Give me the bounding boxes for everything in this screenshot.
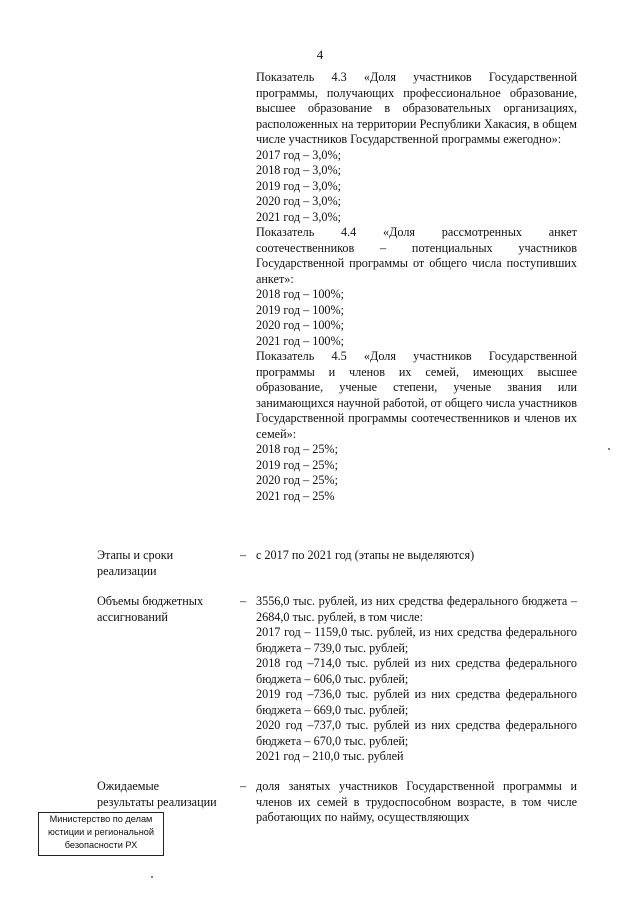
indicator-year-line: 2019 год – 25%; (256, 457, 338, 472)
indicator-4-4-text: Показатель 4.4 «Доля рассмотренных анкет соотечественников – потенциальных участников Государственной программы от общего числа поступивших анкет»: (256, 225, 577, 286)
ministry-stamp (38, 812, 164, 856)
stamp-line: юстиции и региональной (47, 827, 155, 837)
indicator-year-line: 2018 год – 100%; (256, 287, 345, 301)
indicators-block (256, 70, 577, 504)
indicator-year-line: 2019 год – 3,0%; (256, 178, 342, 193)
indicator-year-line: 2021 год – 3,0%; (256, 209, 342, 224)
indicator-year-line: 2020 год – 3,0%; (256, 194, 342, 208)
stages-label: Этапы и сроки реализации (97, 548, 174, 578)
budget-line: 2019 год –736,0 тыс. рублей из них средства федерального бюджета – 669,0 тыс. рублей; (256, 687, 577, 717)
stamp-line: безопасности РХ (64, 840, 138, 850)
budget-line: 2017 год – 1159,0 тыс. рублей, из них средства федерального бюджета – 739,0 тыс. рублей; (256, 625, 577, 655)
indicator-year-line: 2017 год – 3,0%; (256, 147, 342, 162)
results-dash: – (239, 779, 247, 793)
indicator-year-line: 2018 год – 25%; (256, 442, 338, 456)
stages-dash: – (239, 548, 247, 562)
indicator-year-line: 2020 год – 25%; (256, 473, 338, 487)
budget-dash: – (239, 594, 247, 608)
budget-line: 2018 год –714,0 тыс. рублей из них средства федерального бюджета – 606,0 тыс. рублей; (256, 656, 577, 686)
scan-speck (151, 876, 153, 878)
budget-content (256, 594, 577, 765)
budget-line: 3556,0 тыс. рублей, из них средства федерального бюджета –2684,0 тыс. рублей, в том числе: (256, 594, 577, 624)
results-label: Ожидаемые результаты реализации (97, 779, 217, 809)
indicator-year-line: 2018 год – 3,0%; (256, 163, 342, 177)
page-number: 4 (316, 47, 324, 62)
indicator-4-5-text: Показатель 4.5 «Доля участников Государственной программы и членов их семей, имеющих высшее образование, ученые степени, ученые звания или занимающихся научной работой, от общего числа участников Государственной программы соотечественников и членов их семей»: (256, 349, 577, 441)
indicator-4-3-text: Показатель 4.3 «Доля участников Государственной программы, получающих профессиональное образование, высшее образование в образовательных организациях, расположенных на территории Республики Хакасия, в общем числе участников Государственной программы ежегодно»: (256, 70, 577, 146)
budget-line: 2020 год –737,0 тыс. рублей из них средства федерального бюджета – 670,0 тыс. рублей; (256, 718, 577, 748)
stages-text: с 2017 по 2021 год (этапы не выделяются) (256, 548, 475, 562)
stamp-line: Министерство по делам (49, 814, 153, 824)
indicator-year-line: 2020 год – 100%; (256, 318, 345, 332)
budget-line: 2021 год – 210,0 тыс. рублей (256, 749, 404, 763)
indicator-year-line: 2021 год – 25% (256, 488, 335, 503)
scan-speck (608, 448, 610, 450)
indicator-year-line: 2019 год – 100%; (256, 302, 345, 317)
indicator-year-line: 2021 год – 100%; (256, 333, 345, 348)
budget-label: Объемы бюджетных ассигнований (97, 594, 204, 624)
results-text: доля занятых участников Государственной программы и членов их семей в трудоспособном возрасте, в том числе работающих по найму, осуществляющих (256, 779, 577, 824)
